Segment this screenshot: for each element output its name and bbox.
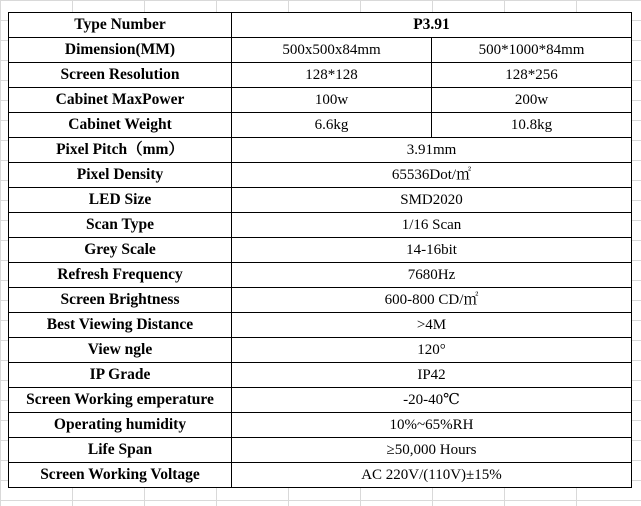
- row-label: Screen Working emperature: [9, 388, 232, 413]
- row-label: Cabinet Weight: [9, 113, 232, 138]
- row-value-small: 6.6kg: [232, 113, 432, 138]
- row-label: Screen Resolution: [9, 63, 232, 88]
- row-value-large: 10.8kg: [432, 113, 632, 138]
- row-label: Screen Working Voltage: [9, 463, 232, 488]
- table-row: [9, 188, 632, 213]
- table-row: [9, 138, 632, 163]
- table-row: [9, 213, 632, 238]
- table-row: [9, 313, 632, 338]
- row-value: 120°: [232, 338, 632, 363]
- row-value: 600-800 CD/㎡: [232, 288, 632, 313]
- table-row: [9, 263, 632, 288]
- table-row: [9, 38, 632, 63]
- table-row: [9, 388, 632, 413]
- row-value-large: 128*256: [432, 63, 632, 88]
- row-value: >4M: [232, 313, 632, 338]
- row-label: Pixel Pitch（mm）: [9, 138, 232, 163]
- row-value: AC 220V/(110V)±15%: [232, 463, 632, 488]
- table-row: [9, 88, 632, 113]
- table-row: [9, 113, 632, 138]
- row-label: View ngle: [9, 338, 232, 363]
- row-value: ≥50,000 Hours: [232, 438, 632, 463]
- table-row: [9, 238, 632, 263]
- row-value: -20-40℃: [232, 388, 632, 413]
- row-label: Scan Type: [9, 213, 232, 238]
- row-label: Cabinet MaxPower: [9, 88, 232, 113]
- row-label: Operating humidity: [9, 413, 232, 438]
- row-value: 65536Dot/㎡: [232, 163, 632, 188]
- row-label: LED Size: [9, 188, 232, 213]
- row-value: 1/16 Scan: [232, 213, 632, 238]
- table-row: [9, 163, 632, 188]
- table-row: [9, 63, 632, 88]
- row-label: Grey Scale: [9, 238, 232, 263]
- row-label: Pixel Density: [9, 163, 232, 188]
- specification-table: [8, 12, 632, 488]
- row-label: Dimension(MM): [9, 38, 232, 63]
- row-value-small: 500x500x84mm: [232, 38, 432, 63]
- row-value: 10%~65%RH: [232, 413, 632, 438]
- table-row-type-number: [9, 13, 632, 38]
- row-value-small: 128*128: [232, 63, 432, 88]
- row-value: 7680Hz: [232, 263, 632, 288]
- row-value: SMD2020: [232, 188, 632, 213]
- row-label: Best Viewing Distance: [9, 313, 232, 338]
- table-row: [9, 413, 632, 438]
- row-label: Type Number: [9, 13, 232, 38]
- row-value: P3.91: [232, 13, 632, 38]
- table-row: [9, 288, 632, 313]
- row-label: Refresh Frequency: [9, 263, 232, 288]
- table-row: [9, 463, 632, 488]
- row-value: 3.91mm: [232, 138, 632, 163]
- row-value-large: 500*1000*84mm: [432, 38, 632, 63]
- row-label: Screen Brightness: [9, 288, 232, 313]
- row-value: IP42: [232, 363, 632, 388]
- row-value: 14-16bit: [232, 238, 632, 263]
- table-row: [9, 338, 632, 363]
- table-row: [9, 438, 632, 463]
- row-value-large: 200w: [432, 88, 632, 113]
- row-label: IP Grade: [9, 363, 232, 388]
- row-value-small: 100w: [232, 88, 432, 113]
- row-label: Life Span: [9, 438, 232, 463]
- table-row: [9, 363, 632, 388]
